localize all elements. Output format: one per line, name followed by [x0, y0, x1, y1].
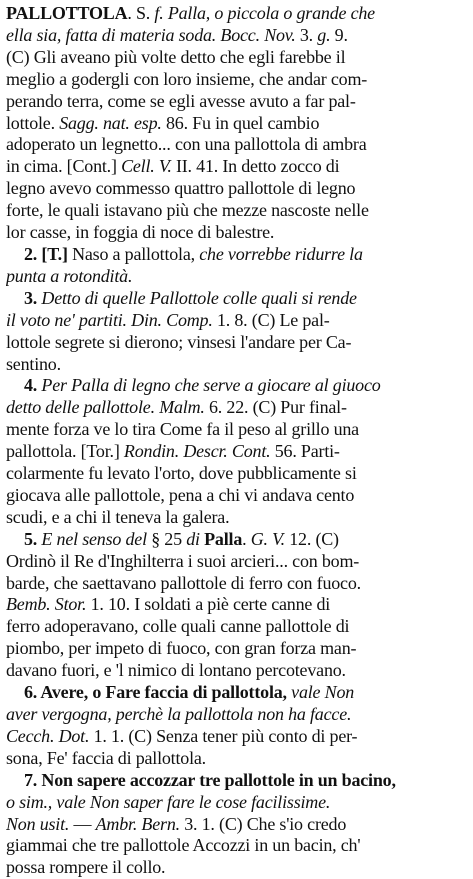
sense-line: scudi, e a chi il teneva la galera.	[6, 506, 230, 527]
headword: PALLOTTOLA	[6, 3, 128, 23]
sense-line: colarmente fu levato l'orto, dove pubblicamente si	[6, 463, 357, 484]
sense-line: 2. [T.] Naso a pallottola, che vorrebbe ridurre la	[24, 243, 363, 264]
entry-pallottola	[6, 3, 468, 244]
sense-line: Non usit. — Ambr. Bern. 3. 1. (C) Che s'io credo	[6, 813, 347, 834]
sense-line: detto delle pallottole. Malm. 6. 22. (C) Pur final-	[6, 397, 347, 418]
sense-line: possa rompere il collo.	[6, 857, 166, 878]
entry-line: adoperato un legnetto... con una pallottola di ambra	[6, 134, 367, 155]
sense-line: pallottola. [Tor.] Rondin. Descr. Cont. 56. Parti-	[6, 441, 340, 462]
sense-line: Ordinò il Re d'Inghilterra i suoi arcieri... con bom-	[6, 550, 360, 571]
sense-4	[6, 375, 468, 528]
entry-line: legno avevo commesso quattro pallottole di legno	[6, 178, 356, 199]
sense-line: giammai che tre pallottole Accozzi in un bacin, ch'	[6, 835, 361, 856]
entry-line: ella sia, fatta di materia soda. Bocc. Nov. 3. g. 9.	[6, 24, 348, 45]
sense-line: o sim., vale Non saper fare le cose facilissime.	[6, 791, 331, 812]
sense-line: 5. E nel senso del § 25 di Palla. G. V. 12. (C)	[24, 528, 339, 549]
sense-line: lottole segrete si dierono; vinsesi l'andare per Ca-	[6, 331, 352, 352]
sense-line: Bemb. Stor. 1. 10. I soldati a piè certe canne di	[6, 594, 331, 615]
sense-line: 4. Per Palla di legno che serve a giocare al giuoco	[24, 375, 381, 396]
dictionary-page	[6, 3, 468, 879]
sense-line: aver vergogna, perchè la pallottola non ha facce.	[6, 704, 352, 724]
sense-line: 7. Non sapere accozzar tre pallottole in un bacino,	[24, 769, 396, 790]
sense-line: sentino.	[6, 353, 61, 374]
sense-line: barde, che saettavano pallottole di ferro con fuoco.	[6, 572, 361, 593]
sense-line: sona, Fe' faccia di pallottola.	[6, 747, 206, 768]
entry-line: perando terra, come se egli avesse avuto a far pal-	[6, 90, 356, 111]
entry-line: lor casse, in foggia di noce di balestre.	[6, 222, 275, 243]
entry-line: lottole. Sagg. nat. esp. 86. Fu in quel cambio	[6, 112, 320, 133]
sense-line: 3. Detto di quelle Pallottole colle quali si rende	[24, 287, 357, 308]
sense-line: il voto ne' partiti. Din. Comp. 1. 8. (C) Le pal-	[6, 309, 330, 330]
sense-line: mente forza ve lo tira Come fa il peso al grillo una	[6, 419, 359, 440]
entry-line: forte, le quali istavano più che mezze nascoste nelle	[6, 200, 369, 221]
sense-line: davano fuori, e 'l nimico di lontano percotevano.	[6, 660, 346, 681]
sense-2	[6, 244, 468, 288]
entry-line: in cima. [Cont.] Cell. V. II. 41. In detto zocco di	[6, 156, 340, 177]
entry-line: PALLOTTOLA. S. f. Palla, o piccola o grande che	[6, 3, 375, 23]
sense-line: punta a rotondità.	[6, 265, 133, 286]
sense-6	[6, 682, 468, 770]
sense-line: 6. Avere, o Fare faccia di pallottola, vale Non	[24, 682, 355, 703]
sense-line: ferro adoperavano, colle quali canne pallottole di	[6, 616, 350, 637]
sense-3	[6, 288, 468, 376]
entry-line: (C) Gli aveano più volte detto che egli farebbe il	[6, 46, 346, 67]
entry-line: meglio a godergli con loro insieme, che andar com-	[6, 68, 368, 89]
sense-5	[6, 529, 468, 682]
sense-line: giocava alle pallottole, pena a chi vi andava cento	[6, 484, 355, 505]
sense-7	[6, 770, 468, 879]
sense-line: piombo, per impeto di fuoco, con gran forza man-	[6, 638, 357, 659]
sense-line: Cecch. Dot. 1. 1. (C) Senza tener più conto di per-	[6, 725, 358, 746]
